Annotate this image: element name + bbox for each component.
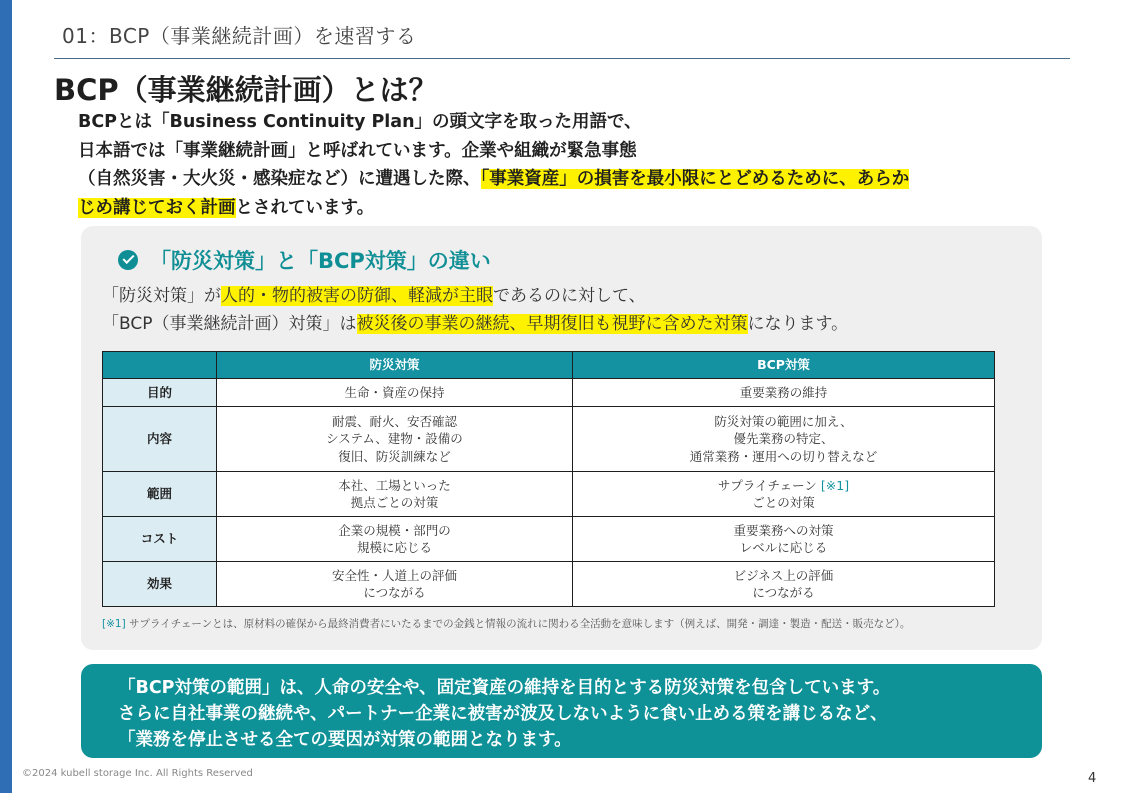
cell-line: 本社、工場といった [338,477,451,493]
intro-line-1: BCPとは「Business Continuity Plan」の頭文字を取った用語で、 [78,112,642,132]
cell-line: 安全性・人道上の評価 [331,567,457,583]
table-cell [573,379,995,407]
comparison-table [102,351,995,607]
cell-line: 企業の規模・部門の [338,522,451,538]
comparison-line-2-pre: 「BCP（事業継続計画）対策」は [102,314,357,334]
row-label: 内容 [103,407,217,472]
cell-line: ごとの対策 [752,495,815,510]
table-row [103,472,995,517]
cell-line: 規模に応じる [356,540,432,555]
table-cell [573,517,995,562]
intro-paragraph [78,108,1058,222]
table-row [103,407,995,472]
row-label: 目的 [103,379,217,407]
table-cell [217,407,573,472]
cell-line: 拠点ごとの対策 [350,495,439,510]
cell-text: サプライチェーン [717,477,817,493]
cell-line: 防災対策の範囲に加え、 [714,413,853,429]
header-divider [54,58,1070,59]
cell-line: 優先業務の特定、 [733,431,834,447]
table-header-empty [103,352,217,379]
cell-line: 重要業務への対策 [733,522,834,538]
comparison-description [102,282,1032,338]
cell-line: システム、建物・設備の [326,431,463,447]
table-cell [217,517,573,562]
comparison-line-2 [102,310,1032,338]
footnote-ref: [※1] [820,477,850,493]
footnote-mark: [※1] [102,618,126,630]
comparison-line-1-post: であるのに対して、 [493,286,646,306]
summary-line-1: 「BCP対策の範囲」は、人命の安全や、固定資産の維持を目的とする防災対策を包含しています。 [118,678,891,698]
comparison-highlight-1: 人的・物的被害の防御、軽減が主眼 [221,286,493,306]
footnote-text: サプライチェーンとは、原材料の確保から最終消費者にいたるまでの金銭と情報の流れに関わる全活動を意味します（例えば、開発・調達・製造・配送・販売など）。 [125,618,911,630]
cell-line: 通常業務・運用への切り替えなど [689,448,878,464]
table-cell [573,407,995,472]
table-row [103,517,995,562]
intro-line-3 [78,165,1058,194]
cell-line: ビジネス上の評価 [733,567,834,583]
cell-line: レベルに応じる [739,540,828,555]
intro-line-4-text: とされています。 [235,197,375,218]
cell-line: につながる [752,585,815,600]
intro-highlight-1: 「事業資産」の損害を最小限にとどめるために、あらか [480,169,910,189]
row-label: コスト [103,517,217,562]
summary-line-2: さらに自社事業の継続や、パートナー企業に被害が波及しないように食い止める策を講じるなど、 [118,704,888,724]
table-row [103,562,995,607]
comparison-line-1-pre: 「防災対策」が [102,286,221,306]
page-title: BCP（事業継続計画）とは？ [54,73,438,107]
table-footnote [102,616,1032,631]
comparison-heading [118,245,491,275]
intro-line-2: 日本語では「事業継続計画」と呼ばれています。企業や組織が緊急事態 [78,140,637,161]
comparison-heading-text: 「防災対策」と「BCP対策」の違い [150,249,491,273]
comparison-line-1 [102,282,1032,310]
table-cell [573,472,995,517]
cell-line: 復旧、防災訓練など [338,448,451,464]
comparison-highlight-2: 被災後の事業の継続、早期復旧も視野に含めた対策 [356,314,748,334]
copyright: ©2024 kubell storage Inc. All Rights Reserved [22,768,253,779]
section-title: 01：BCP（事業継続計画）を速習する [62,24,417,48]
cell-line: 耐震、耐火、安否確認 [331,413,457,429]
intro-line-4 [78,194,1058,223]
cell-line: につながる [363,585,426,600]
table-cell [217,472,573,517]
left-accent-bar [0,0,12,793]
table-cell [573,562,995,607]
intro-highlight-2: じめ講じておく計画 [78,197,236,218]
table-header-bcp: BCP対策 [573,352,995,379]
cell-line: 生命・資産の保持 [344,384,445,400]
table-header-row [103,352,995,379]
table-cell [217,379,573,407]
intro-line-3-text: （自然災害・大火災・感染症など）に遭遇した際、 [78,169,481,189]
summary-text [118,675,1028,753]
check-circle-icon [118,250,138,270]
comparison-line-2-post: になります。 [747,314,849,334]
row-label: 範囲 [103,472,217,517]
cell-line [577,477,990,495]
summary-line-3: 「業務を停止させる全ての要因が対策の範囲となります。 [118,730,572,750]
table-header-disaster: 防災対策 [217,352,573,379]
row-label: 効果 [103,562,217,607]
table-row [103,379,995,407]
page-number: 4 [1088,771,1097,786]
cell-line: 重要業務の維持 [739,384,828,400]
table-cell [217,562,573,607]
